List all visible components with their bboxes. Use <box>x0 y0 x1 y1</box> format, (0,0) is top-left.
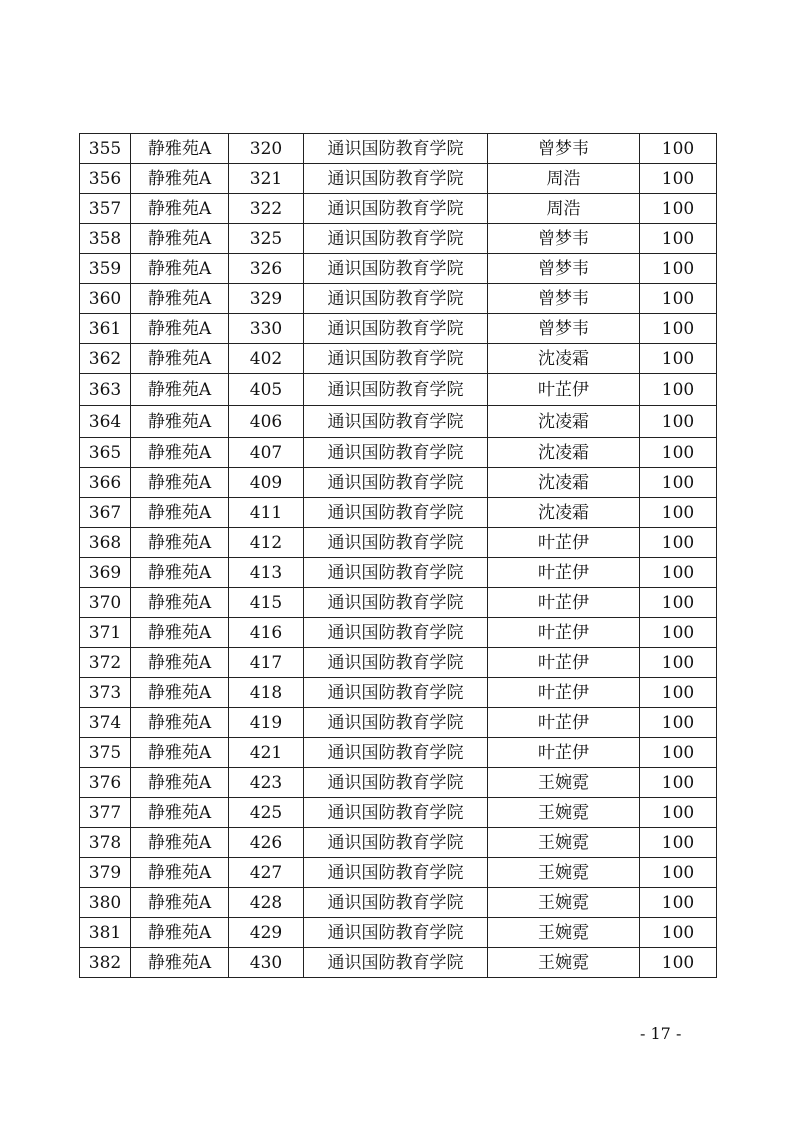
college-cell: 通识国防教育学院 <box>304 284 488 314</box>
row-number-cell: 360 <box>80 284 131 314</box>
row-number-cell: 379 <box>80 858 131 888</box>
building-cell: 静雅苑A <box>131 798 229 828</box>
score-cell: 100 <box>640 918 717 948</box>
responsible-person-cell: 王婉霓 <box>488 828 640 858</box>
college-cell: 通识国防教育学院 <box>304 918 488 948</box>
row-number-cell: 355 <box>80 134 131 164</box>
building-cell: 静雅苑A <box>131 224 229 254</box>
room-number-cell: 330 <box>229 314 304 344</box>
room-number-cell: 411 <box>229 498 304 528</box>
responsible-person-cell: 王婉霓 <box>488 888 640 918</box>
building-cell: 静雅苑A <box>131 498 229 528</box>
room-number-cell: 320 <box>229 134 304 164</box>
room-number-cell: 405 <box>229 374 304 406</box>
building-cell: 静雅苑A <box>131 708 229 738</box>
row-number-cell: 370 <box>80 588 131 618</box>
row-number-cell: 359 <box>80 254 131 284</box>
college-cell: 通识国防教育学院 <box>304 858 488 888</box>
building-cell: 静雅苑A <box>131 406 229 438</box>
college-cell: 通识国防教育学院 <box>304 708 488 738</box>
table-row <box>80 588 717 618</box>
row-number-cell: 371 <box>80 618 131 648</box>
row-number-cell: 381 <box>80 918 131 948</box>
college-cell: 通识国防教育学院 <box>304 254 488 284</box>
building-cell: 静雅苑A <box>131 888 229 918</box>
table-row <box>80 468 717 498</box>
responsible-person-cell: 叶芷伊 <box>488 618 640 648</box>
room-number-cell: 426 <box>229 828 304 858</box>
building-cell: 静雅苑A <box>131 284 229 314</box>
college-cell: 通识国防教育学院 <box>304 406 488 438</box>
table-row <box>80 498 717 528</box>
row-number-cell: 369 <box>80 558 131 588</box>
table-row <box>80 438 717 468</box>
building-cell: 静雅苑A <box>131 254 229 284</box>
college-cell: 通识国防教育学院 <box>304 134 488 164</box>
college-cell: 通识国防教育学院 <box>304 164 488 194</box>
responsible-person-cell: 周浩 <box>488 194 640 224</box>
college-cell: 通识国防教育学院 <box>304 498 488 528</box>
building-cell: 静雅苑A <box>131 164 229 194</box>
row-number-cell: 382 <box>80 948 131 978</box>
row-number-cell: 374 <box>80 708 131 738</box>
room-number-cell: 428 <box>229 888 304 918</box>
table-row <box>80 344 717 374</box>
table-row <box>80 528 717 558</box>
room-number-cell: 425 <box>229 798 304 828</box>
building-cell: 静雅苑A <box>131 438 229 468</box>
row-number-cell: 365 <box>80 438 131 468</box>
score-cell: 100 <box>640 194 717 224</box>
table-row <box>80 224 717 254</box>
table-row <box>80 194 717 224</box>
table-row <box>80 948 717 978</box>
room-number-cell: 402 <box>229 344 304 374</box>
row-number-cell: 358 <box>80 224 131 254</box>
responsible-person-cell: 王婉霓 <box>488 768 640 798</box>
score-cell: 100 <box>640 344 717 374</box>
responsible-person-cell: 沈凌霜 <box>488 344 640 374</box>
room-number-cell: 429 <box>229 918 304 948</box>
college-cell: 通识国防教育学院 <box>304 798 488 828</box>
score-cell: 100 <box>640 438 717 468</box>
room-number-cell: 322 <box>229 194 304 224</box>
room-number-cell: 326 <box>229 254 304 284</box>
building-cell: 静雅苑A <box>131 858 229 888</box>
room-number-cell: 329 <box>229 284 304 314</box>
table-row <box>80 738 717 768</box>
row-number-cell: 377 <box>80 798 131 828</box>
college-cell: 通识国防教育学院 <box>304 438 488 468</box>
building-cell: 静雅苑A <box>131 738 229 768</box>
row-number-cell: 368 <box>80 528 131 558</box>
responsible-person-cell: 叶芷伊 <box>488 374 640 406</box>
row-number-cell: 362 <box>80 344 131 374</box>
college-cell: 通识国防教育学院 <box>304 344 488 374</box>
row-number-cell: 364 <box>80 406 131 438</box>
score-cell: 100 <box>640 374 717 406</box>
building-cell: 静雅苑A <box>131 918 229 948</box>
table-row <box>80 618 717 648</box>
responsible-person-cell: 曾梦韦 <box>488 224 640 254</box>
table-body <box>80 134 717 978</box>
college-cell: 通识国防教育学院 <box>304 374 488 406</box>
room-number-cell: 416 <box>229 618 304 648</box>
score-cell: 100 <box>640 284 717 314</box>
score-cell: 100 <box>640 588 717 618</box>
building-cell: 静雅苑A <box>131 374 229 406</box>
row-number-cell: 372 <box>80 648 131 678</box>
table-row <box>80 284 717 314</box>
row-number-cell: 366 <box>80 468 131 498</box>
college-cell: 通识国防教育学院 <box>304 528 488 558</box>
responsible-person-cell: 曾梦韦 <box>488 134 640 164</box>
room-number-cell: 427 <box>229 858 304 888</box>
responsible-person-cell: 曾梦韦 <box>488 284 640 314</box>
score-cell: 100 <box>640 224 717 254</box>
table-row <box>80 254 717 284</box>
table-row <box>80 314 717 344</box>
table-row <box>80 164 717 194</box>
score-cell: 100 <box>640 948 717 978</box>
building-cell: 静雅苑A <box>131 648 229 678</box>
building-cell: 静雅苑A <box>131 468 229 498</box>
room-number-cell: 423 <box>229 768 304 798</box>
room-number-cell: 415 <box>229 588 304 618</box>
table-row <box>80 374 717 406</box>
building-cell: 静雅苑A <box>131 768 229 798</box>
college-cell: 通识国防教育学院 <box>304 224 488 254</box>
score-cell: 100 <box>640 314 717 344</box>
room-number-cell: 421 <box>229 738 304 768</box>
building-cell: 静雅苑A <box>131 588 229 618</box>
room-number-cell: 409 <box>229 468 304 498</box>
room-number-cell: 321 <box>229 164 304 194</box>
score-cell: 100 <box>640 708 717 738</box>
responsible-person-cell: 沈凌霜 <box>488 468 640 498</box>
college-cell: 通识国防教育学院 <box>304 618 488 648</box>
score-cell: 100 <box>640 618 717 648</box>
college-cell: 通识国防教育学院 <box>304 948 488 978</box>
building-cell: 静雅苑A <box>131 558 229 588</box>
responsible-person-cell: 叶芷伊 <box>488 558 640 588</box>
table-row <box>80 768 717 798</box>
college-cell: 通识国防教育学院 <box>304 314 488 344</box>
building-cell: 静雅苑A <box>131 134 229 164</box>
responsible-person-cell: 叶芷伊 <box>488 708 640 738</box>
score-cell: 100 <box>640 738 717 768</box>
table-row <box>80 708 717 738</box>
score-cell: 100 <box>640 858 717 888</box>
college-cell: 通识国防教育学院 <box>304 738 488 768</box>
score-cell: 100 <box>640 888 717 918</box>
building-cell: 静雅苑A <box>131 618 229 648</box>
dormitory-score-table <box>79 133 717 978</box>
row-number-cell: 380 <box>80 888 131 918</box>
room-number-cell: 325 <box>229 224 304 254</box>
college-cell: 通识国防教育学院 <box>304 588 488 618</box>
score-cell: 100 <box>640 406 717 438</box>
table-row <box>80 918 717 948</box>
row-number-cell: 378 <box>80 828 131 858</box>
row-number-cell: 376 <box>80 768 131 798</box>
college-cell: 通识国防教育学院 <box>304 558 488 588</box>
table-row <box>80 798 717 828</box>
table-row <box>80 828 717 858</box>
row-number-cell: 373 <box>80 678 131 708</box>
room-number-cell: 417 <box>229 648 304 678</box>
table-row <box>80 678 717 708</box>
building-cell: 静雅苑A <box>131 314 229 344</box>
responsible-person-cell: 叶芷伊 <box>488 678 640 708</box>
room-number-cell: 412 <box>229 528 304 558</box>
responsible-person-cell: 叶芷伊 <box>488 648 640 678</box>
responsible-person-cell: 叶芷伊 <box>488 528 640 558</box>
college-cell: 通识国防教育学院 <box>304 888 488 918</box>
table-row <box>80 558 717 588</box>
row-number-cell: 357 <box>80 194 131 224</box>
room-number-cell: 418 <box>229 678 304 708</box>
responsible-person-cell: 王婉霓 <box>488 918 640 948</box>
building-cell: 静雅苑A <box>131 678 229 708</box>
building-cell: 静雅苑A <box>131 828 229 858</box>
score-cell: 100 <box>640 798 717 828</box>
row-number-cell: 361 <box>80 314 131 344</box>
row-number-cell: 363 <box>80 374 131 406</box>
responsible-person-cell: 曾梦韦 <box>488 254 640 284</box>
score-cell: 100 <box>640 134 717 164</box>
table-row <box>80 134 717 164</box>
responsible-person-cell: 沈凌霜 <box>488 406 640 438</box>
responsible-person-cell: 王婉霓 <box>488 798 640 828</box>
row-number-cell: 375 <box>80 738 131 768</box>
college-cell: 通识国防教育学院 <box>304 648 488 678</box>
responsible-person-cell: 沈凌霜 <box>488 498 640 528</box>
building-cell: 静雅苑A <box>131 528 229 558</box>
score-cell: 100 <box>640 648 717 678</box>
college-cell: 通识国防教育学院 <box>304 768 488 798</box>
table-row <box>80 648 717 678</box>
room-number-cell: 406 <box>229 406 304 438</box>
row-number-cell: 356 <box>80 164 131 194</box>
responsible-person-cell: 沈凌霜 <box>488 438 640 468</box>
score-cell: 100 <box>640 828 717 858</box>
responsible-person-cell: 王婉霓 <box>488 948 640 978</box>
table-row <box>80 858 717 888</box>
building-cell: 静雅苑A <box>131 344 229 374</box>
score-cell: 100 <box>640 164 717 194</box>
responsible-person-cell: 王婉霓 <box>488 858 640 888</box>
score-cell: 100 <box>640 468 717 498</box>
score-cell: 100 <box>640 558 717 588</box>
score-cell: 100 <box>640 768 717 798</box>
table-row <box>80 406 717 438</box>
room-number-cell: 413 <box>229 558 304 588</box>
score-cell: 100 <box>640 678 717 708</box>
row-number-cell: 367 <box>80 498 131 528</box>
responsible-person-cell: 叶芷伊 <box>488 738 640 768</box>
building-cell: 静雅苑A <box>131 948 229 978</box>
college-cell: 通识国防教育学院 <box>304 678 488 708</box>
building-cell: 静雅苑A <box>131 194 229 224</box>
college-cell: 通识国防教育学院 <box>304 828 488 858</box>
page-number: - 17 - <box>640 1024 682 1043</box>
college-cell: 通识国防教育学院 <box>304 194 488 224</box>
room-number-cell: 430 <box>229 948 304 978</box>
responsible-person-cell: 曾梦韦 <box>488 314 640 344</box>
responsible-person-cell: 周浩 <box>488 164 640 194</box>
score-cell: 100 <box>640 528 717 558</box>
room-number-cell: 419 <box>229 708 304 738</box>
college-cell: 通识国防教育学院 <box>304 468 488 498</box>
responsible-person-cell: 叶芷伊 <box>488 588 640 618</box>
room-number-cell: 407 <box>229 438 304 468</box>
score-cell: 100 <box>640 254 717 284</box>
table-row <box>80 888 717 918</box>
score-cell: 100 <box>640 498 717 528</box>
